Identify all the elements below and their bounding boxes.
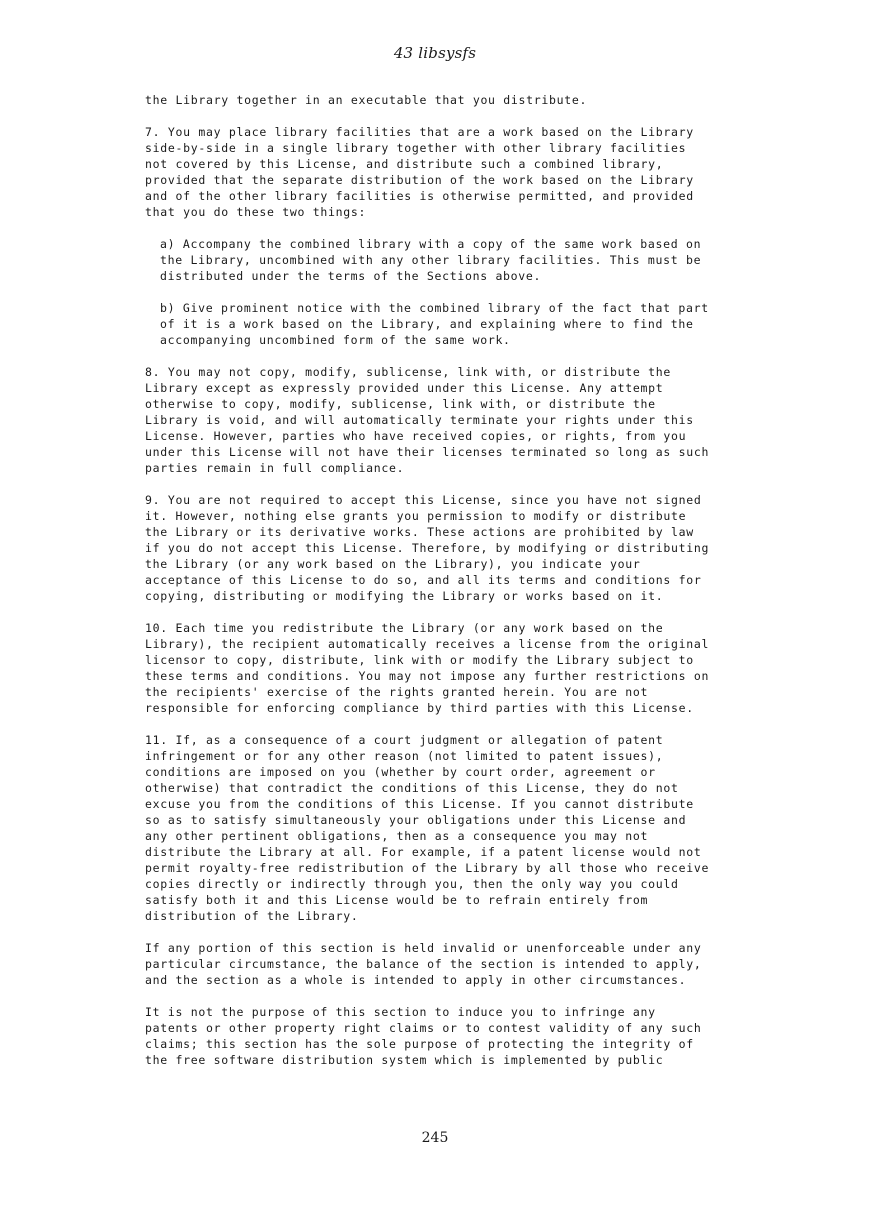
license-text-body [145, 92, 765, 1084]
text-line: conditions are imposed on you (whether by court order, agreement or [145, 765, 656, 779]
text-line: distributed under the terms of the Sections above. [160, 269, 542, 283]
text-line: distribute the Library at all. For example, if a patent license would not [145, 845, 702, 859]
text-line: a) Accompany the combined library with a copy of the same work based on [160, 237, 702, 251]
text-line: copies directly or indirectly through you, then the only way you could [145, 877, 679, 891]
text-line: satisfy both it and this License would be to refrain entirely from [145, 893, 649, 907]
text-line: if you do not accept this License. Therefore, by modifying or distributing [145, 541, 710, 555]
text-line: side-by-side in a single library together with other library facilities [145, 141, 687, 155]
license-paragraph [145, 940, 765, 988]
text-line: patents or other property right claims or to contest validity of any such [145, 1021, 702, 1035]
text-line: particular circumstance, the balance of the section is intended to apply, [145, 957, 702, 971]
text-line: that you do these two things: [145, 205, 367, 219]
text-line: parties remain in full compliance. [145, 461, 405, 475]
text-line: accompanying uncombined form of the same work. [160, 333, 511, 347]
text-line: it. However, nothing else grants you permission to modify or distribute [145, 509, 687, 523]
license-paragraph [145, 732, 765, 924]
text-line: License. However, parties who have received copies, or rights, from you [145, 429, 687, 443]
license-paragraph [145, 492, 765, 604]
text-line: licensor to copy, distribute, link with or modify the Library subject to [145, 653, 694, 667]
license-paragraph [145, 124, 765, 220]
text-line: the Library or its derivative works. These actions are prohibited by law [145, 525, 694, 539]
text-line: infringement or for any other reason (not limited to patent issues), [145, 749, 664, 763]
text-line: excuse you from the conditions of this License. If you cannot distribute [145, 797, 694, 811]
page-number: 245 [421, 1130, 449, 1146]
text-line: not covered by this License, and distribute such a combined library, [145, 157, 664, 171]
running-header: 43 libsysfs [393, 44, 477, 62]
text-line: distribution of the Library. [145, 909, 359, 923]
text-line: these terms and conditions. You may not impose any further restrictions on [145, 669, 710, 683]
text-line: permit royalty-free redistribution of the Library by all those who receive [145, 861, 710, 875]
text-line: responsible for enforcing compliance by third parties with this License. [145, 701, 694, 715]
text-line: acceptance of this License to do so, and all its terms and conditions for [145, 573, 702, 587]
text-line: 9. You are not required to accept this License, since you have not signed [145, 493, 702, 507]
text-line: and the section as a whole is intended to apply in other circumstances. [145, 973, 687, 987]
license-paragraph [145, 1004, 765, 1068]
text-line: copying, distributing or modifying the Library or works based on it. [145, 589, 664, 603]
text-line: 7. You may place library facilities that are a work based on the Library [145, 125, 694, 139]
text-line: otherwise to copy, modify, sublicense, link with, or distribute the [145, 397, 656, 411]
text-line: Library), the recipient automatically receives a license from the original [145, 637, 710, 651]
text-line: Library is void, and will automatically terminate your rights under this [145, 413, 694, 427]
license-paragraph [145, 620, 765, 716]
text-line: the Library together in an executable that you distribute. [145, 93, 588, 107]
text-line: otherwise) that contradict the conditions of this License, they do not [145, 781, 679, 795]
text-line: so as to satisfy simultaneously your obligations under this License and [145, 813, 687, 827]
text-line: 11. If, as a consequence of a court judgment or allegation of patent [145, 733, 664, 747]
indented-clause [145, 236, 765, 284]
license-paragraph [145, 364, 765, 476]
text-line: any other pertinent obligations, then as a consequence you may not [145, 829, 649, 843]
text-line: and of the other library facilities is otherwise permitted, and provided [145, 189, 694, 203]
text-line: of it is a work based on the Library, and explaining where to find the [160, 317, 694, 331]
license-paragraph [145, 92, 765, 108]
text-line: the Library, uncombined with any other library facilities. This must be [160, 253, 702, 267]
text-line: the recipients' exercise of the rights granted herein. You are not [145, 685, 649, 699]
text-line: It is not the purpose of this section to induce you to infringe any [145, 1005, 656, 1019]
text-line: 10. Each time you redistribute the Library (or any work based on the [145, 621, 664, 635]
text-line: b) Give prominent notice with the combined library of the fact that part [160, 301, 709, 315]
text-line: claims; this section has the sole purpose of protecting the integrity of [145, 1037, 694, 1051]
text-line: under this License will not have their licenses terminated so long as such [145, 445, 710, 459]
indented-clause [145, 300, 765, 348]
text-line: the free software distribution system which is implemented by public [145, 1053, 664, 1067]
text-line: 8. You may not copy, modify, sublicense, link with, or distribute the [145, 365, 672, 379]
text-line: the Library (or any work based on the Library), you indicate your [145, 557, 641, 571]
text-line: If any portion of this section is held invalid or unenforceable under any [145, 941, 702, 955]
text-line: Library except as expressly provided under this License. Any attempt [145, 381, 664, 395]
text-line: provided that the separate distribution of the work based on the Library [145, 173, 694, 187]
